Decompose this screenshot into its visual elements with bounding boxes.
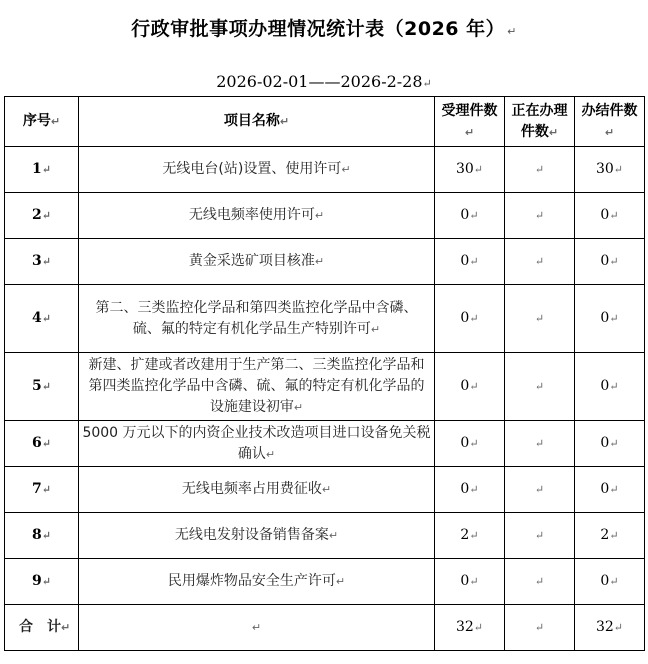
paragraph-mark-icon: ↵	[534, 312, 545, 325]
cell-name	[79, 513, 435, 559]
paragraph-mark-icon: ↵	[469, 209, 479, 222]
cell-name	[79, 559, 435, 605]
cell-completed	[575, 193, 645, 239]
cell-name	[79, 421, 435, 467]
paragraph-mark-icon: ↵	[534, 483, 545, 496]
total-completed	[575, 605, 645, 651]
header-seq: 序号↵	[5, 97, 79, 147]
total-processing	[505, 605, 575, 651]
cell-completed-text: 0	[600, 207, 610, 223]
paragraph-mark-icon: ↵	[61, 621, 71, 634]
cell-processing	[505, 467, 575, 513]
paragraph-mark-icon: ↵	[41, 255, 51, 268]
cell-seq	[5, 285, 79, 353]
table-row	[5, 147, 645, 193]
cell-seq	[5, 353, 79, 421]
paragraph-mark-icon: ↵	[609, 255, 619, 268]
total-label	[5, 605, 79, 651]
cell-accepted-text: 2	[460, 527, 470, 543]
cell-name	[79, 193, 435, 239]
cell-accepted-text: 0	[460, 378, 470, 394]
cell-seq	[5, 421, 79, 467]
paragraph-mark-icon: ↵	[251, 621, 262, 634]
cell-accepted-text: 0	[460, 207, 470, 223]
cell-completed-text: 0	[600, 253, 610, 269]
paragraph-mark-icon: ↵	[469, 255, 479, 268]
total-accepted-text: 32	[455, 619, 474, 635]
paragraph-mark-icon: ↵	[41, 163, 51, 176]
paragraph-mark-icon: ↵	[41, 312, 51, 325]
cell-name-text: 无线电频率使用许可	[188, 207, 315, 223]
paragraph-mark-icon: ↵	[609, 529, 619, 542]
header-processing: 正在办理件数↵	[505, 97, 575, 147]
cell-name-text: 新建、扩建或者改建用于生产第二、三类监控化学品和第四类监控化学品中含磷、硫、氟的特定有机化学品的设施建设初审	[88, 357, 425, 415]
paragraph-mark-icon: ↵	[41, 575, 51, 588]
cell-completed	[575, 239, 645, 285]
paragraph-mark-icon: ↵	[613, 621, 624, 634]
cell-accepted	[435, 467, 505, 513]
cell-name-text: 黄金采选矿项目核准	[188, 253, 315, 269]
cell-processing	[505, 239, 575, 285]
paragraph-mark-icon: ↵	[293, 401, 304, 414]
cell-accepted	[435, 513, 505, 559]
cell-accepted-text: 0	[460, 435, 470, 451]
cell-seq	[5, 467, 79, 513]
cell-processing	[505, 147, 575, 193]
paragraph-mark-icon: ↵	[328, 529, 339, 542]
paragraph-mark-icon: ↵	[41, 380, 51, 393]
paragraph-mark-icon: ↵	[609, 437, 619, 450]
paragraph-mark-icon: ↵	[534, 621, 545, 634]
cell-name	[79, 353, 435, 421]
cell-completed	[575, 513, 645, 559]
total-completed-text: 32	[595, 619, 614, 635]
table-row	[5, 285, 645, 353]
statistics-table	[4, 96, 645, 651]
table-row	[5, 239, 645, 285]
cell-completed	[575, 467, 645, 513]
paragraph-mark-icon: ↵	[314, 209, 325, 222]
cell-completed-text: 0	[600, 481, 610, 497]
paragraph-mark-icon: ↵	[41, 437, 51, 450]
paragraph-mark-icon: ↵	[609, 380, 619, 393]
document-title	[0, 14, 648, 41]
cell-accepted	[435, 239, 505, 285]
cell-completed-text: 0	[600, 435, 610, 451]
cell-accepted-text: 0	[460, 481, 470, 497]
paragraph-mark-icon: ↵	[534, 255, 545, 268]
cell-completed-text: 30	[595, 161, 614, 177]
cell-name-text: 无线电发射设备销售备案	[174, 527, 329, 543]
paragraph-mark-icon: ↵	[41, 483, 51, 496]
paragraph-mark-icon: ↵	[370, 322, 381, 336]
paragraph-mark-icon: ↵	[473, 163, 484, 176]
paragraph-mark-icon: ↵	[534, 209, 545, 222]
paragraph-mark-icon: ↵	[422, 77, 432, 90]
paragraph-mark-icon: ↵	[534, 163, 545, 176]
paragraph-mark-icon: ↵	[613, 163, 624, 176]
paragraph-mark-icon: ↵	[265, 447, 276, 461]
cell-completed	[575, 421, 645, 467]
paragraph-mark-icon: ↵	[469, 312, 479, 325]
cell-completed-text: 0	[600, 573, 610, 589]
paragraph-mark-icon: ↵	[314, 255, 325, 268]
table-total-row	[5, 605, 645, 651]
table-header-row	[5, 97, 645, 147]
cell-seq-text: 8	[32, 527, 42, 543]
paragraph-mark-icon: ↵	[469, 483, 479, 496]
paragraph-mark-icon: ↵	[469, 437, 479, 450]
cell-processing	[505, 513, 575, 559]
cell-name-text: 无线电频率占用费征收	[181, 481, 322, 497]
cell-processing	[505, 193, 575, 239]
paragraph-mark-icon: ↵	[469, 529, 479, 542]
table-row	[5, 421, 645, 467]
cell-accepted	[435, 193, 505, 239]
cell-accepted	[435, 285, 505, 353]
cell-seq	[5, 147, 79, 193]
cell-accepted	[435, 559, 505, 605]
cell-seq	[5, 513, 79, 559]
cell-completed-text: 0	[600, 378, 610, 394]
paragraph-mark-icon: ↵	[41, 529, 51, 542]
total-label-text: 合 计	[19, 619, 61, 635]
header-completed: 办结件数↵	[575, 97, 645, 147]
header-name: 项目名称↵	[79, 97, 435, 147]
paragraph-mark-icon: ↵	[341, 163, 351, 176]
cell-seq-text: 1	[32, 161, 42, 177]
cell-seq	[5, 559, 79, 605]
cell-completed	[575, 353, 645, 421]
cell-seq	[5, 193, 79, 239]
cell-accepted-text: 0	[460, 310, 470, 326]
cell-seq-text: 2	[32, 207, 42, 223]
paragraph-mark-icon: ↵	[609, 312, 619, 325]
paragraph-mark-icon: ↵	[507, 25, 517, 38]
paragraph-mark-icon: ↵	[609, 575, 619, 588]
paragraph-mark-icon: ↵	[321, 483, 332, 496]
cell-name-text: 5000 万元以下的内资企业技术改造项目进口设备免关税确认	[82, 424, 431, 462]
table-row	[5, 559, 645, 605]
paragraph-mark-icon: ↵	[534, 437, 545, 450]
paragraph-mark-icon: ↵	[609, 483, 619, 496]
cell-accepted-text: 0	[460, 253, 470, 269]
cell-seq-text: 9	[32, 573, 42, 589]
total-name	[79, 605, 435, 651]
cell-seq-text: 7	[32, 481, 42, 497]
cell-completed	[575, 285, 645, 353]
cell-name	[79, 285, 435, 353]
cell-name-text: 无线电台(站)设置、使用许可	[162, 161, 342, 177]
cell-completed-text: 0	[600, 310, 610, 326]
cell-accepted-text: 0	[460, 573, 470, 589]
cell-seq-text: 4	[32, 310, 42, 326]
cell-completed	[575, 559, 645, 605]
cell-accepted	[435, 421, 505, 467]
paragraph-mark-icon: ↵	[335, 575, 346, 588]
cell-accepted	[435, 353, 505, 421]
table-row	[5, 513, 645, 559]
cell-seq-text: 5	[32, 378, 42, 394]
cell-completed-text: 2	[600, 527, 610, 543]
cell-processing	[505, 285, 575, 353]
cell-accepted-text: 30	[455, 161, 474, 177]
header-accepted: 受理件数↵	[435, 97, 505, 147]
cell-accepted	[435, 147, 505, 193]
cell-name	[79, 239, 435, 285]
cell-seq-text: 6	[32, 435, 42, 451]
cell-name	[79, 147, 435, 193]
cell-completed	[575, 147, 645, 193]
table-row	[5, 353, 645, 421]
date-range	[0, 72, 648, 91]
paragraph-mark-icon: ↵	[473, 621, 484, 634]
date-range-text: 2026-02-01——2026-2-28	[216, 72, 423, 91]
cell-processing	[505, 559, 575, 605]
cell-name-text: 第二、三类监控化学品和第四类监控化学品中含磷、硫、氟的特定有机化学品生产特别许可	[95, 299, 418, 337]
total-accepted	[435, 605, 505, 651]
cell-processing	[505, 421, 575, 467]
paragraph-mark-icon: ↵	[609, 209, 619, 222]
paragraph-mark-icon: ↵	[534, 575, 545, 588]
paragraph-mark-icon: ↵	[534, 380, 545, 393]
paragraph-mark-icon: ↵	[534, 529, 545, 542]
cell-seq	[5, 239, 79, 285]
document-title-text: 行政审批事项办理情况统计表（2026 年）	[131, 18, 506, 40]
cell-name-text: 民用爆炸物品安全生产许可	[167, 573, 336, 589]
paragraph-mark-icon: ↵	[469, 380, 479, 393]
paragraph-mark-icon: ↵	[41, 209, 51, 222]
table-body	[5, 147, 645, 651]
cell-name	[79, 467, 435, 513]
cell-processing	[505, 353, 575, 421]
table-row	[5, 193, 645, 239]
table-row	[5, 467, 645, 513]
cell-seq-text: 3	[32, 253, 42, 269]
paragraph-mark-icon: ↵	[469, 575, 479, 588]
